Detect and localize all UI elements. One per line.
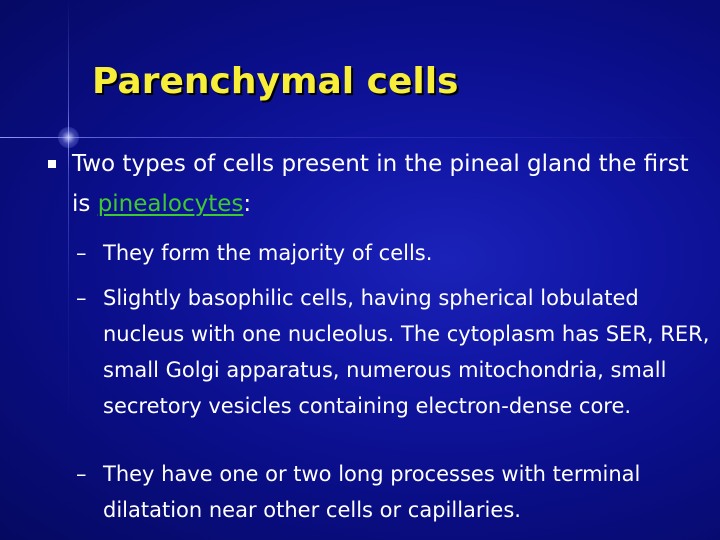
- sub-bullet-1: [76, 235, 712, 271]
- pinealocytes-link[interactable]: pinealocytes: [97, 191, 244, 217]
- decorative-horizontal-line: [0, 137, 720, 138]
- main-bullet-text-end: :: [243, 191, 252, 217]
- main-bullet-text-start: Two types of cells present in the pineal gland the first is: [72, 151, 689, 217]
- sub-bullet-3-text: They have one or two long processes with terminal dilatation near other cells or capillaries.: [103, 462, 641, 522]
- main-bullet-text: [72, 144, 712, 224]
- sub-bullet-2-text: Slightly basophilic cells, having spherical lobulated nucleus with one nucleolus. The cytoplasm has SER, RER, small Golgi apparatus, numerous mitochondria, small secretory vesicles containing electron-dense core.: [103, 286, 710, 418]
- dash-bullet-icon: –: [76, 286, 87, 310]
- dash-bullet-icon: –: [76, 241, 87, 265]
- dash-bullet-icon: –: [76, 462, 87, 486]
- sub-bullet-2: [76, 280, 712, 424]
- decorative-vertical-line: [68, 0, 69, 540]
- square-bullet-icon: [48, 160, 56, 168]
- sub-bullet-3: [76, 456, 712, 528]
- slide-title: Parenchymal cells: [92, 61, 459, 102]
- sub-bullet-1-text: They form the majority of cells.: [103, 241, 433, 265]
